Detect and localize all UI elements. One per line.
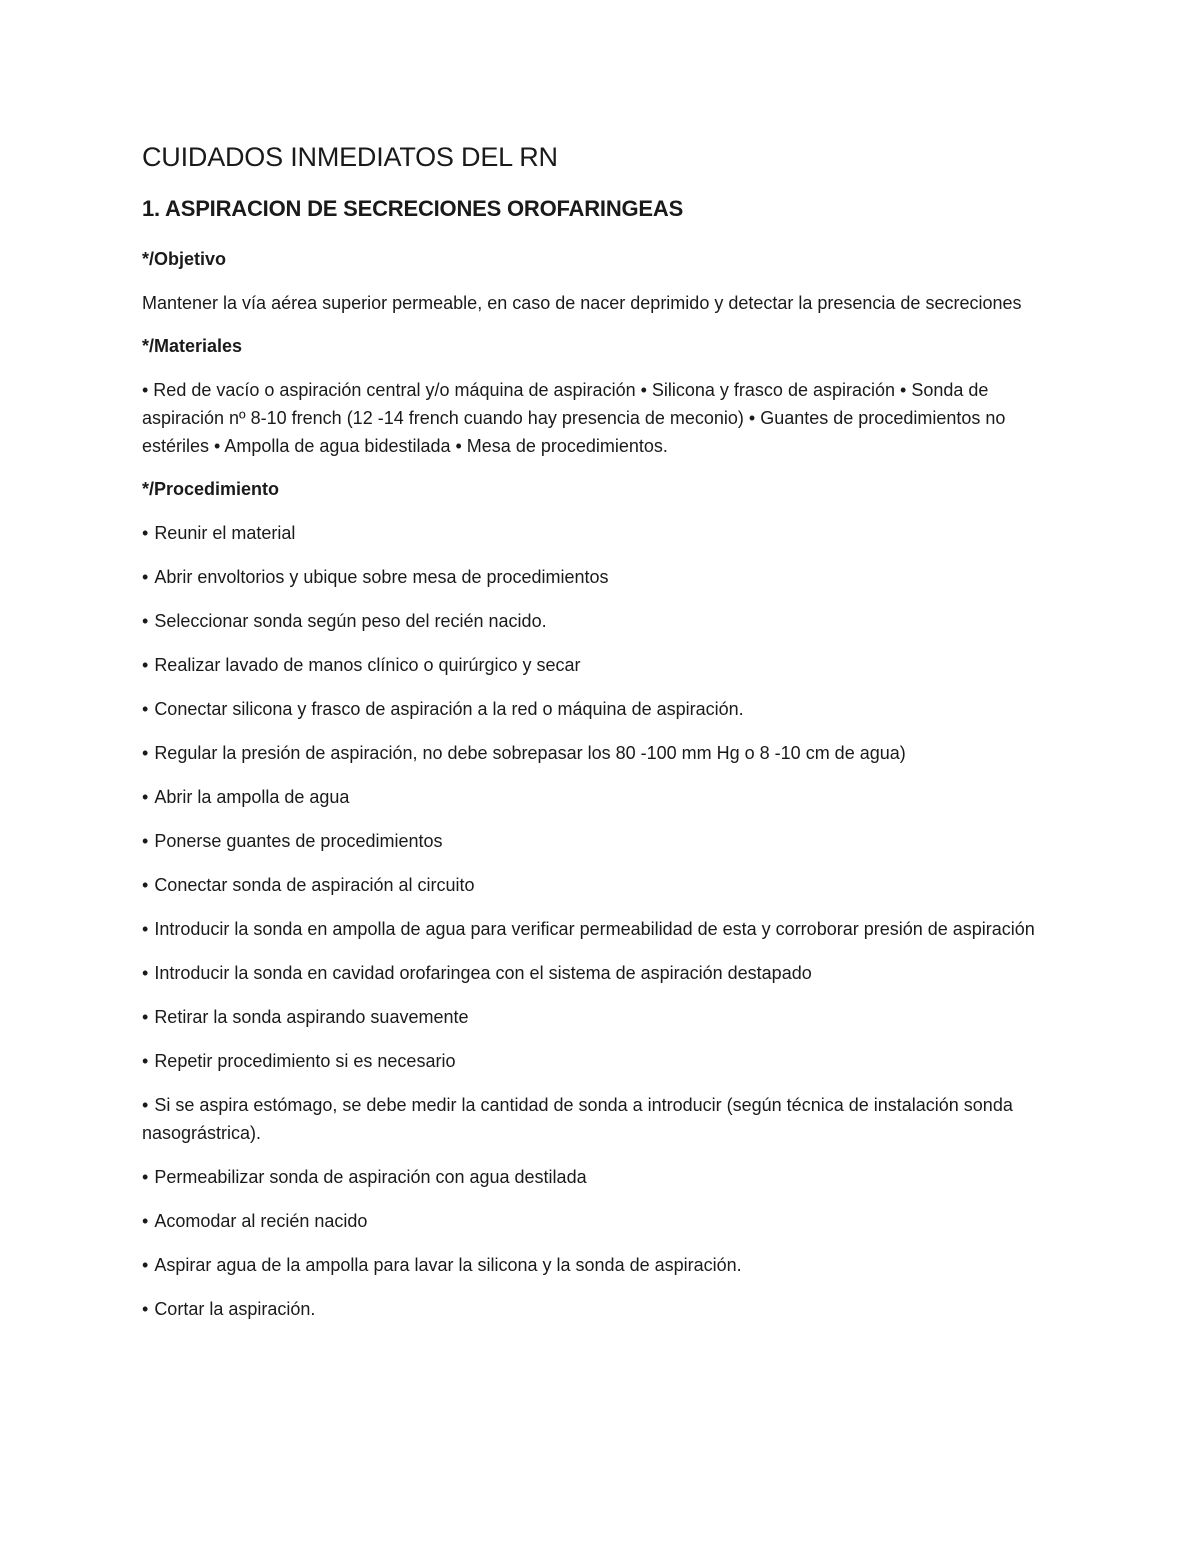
procedimiento-step-text: Cortar la aspiración. <box>154 1298 316 1319</box>
procedimiento-step <box>142 1163 1042 1191</box>
procedimiento-step-text: Reunir el material <box>154 522 296 543</box>
bullet-icon: • <box>142 1298 149 1319</box>
bullet-icon: • <box>142 1166 149 1187</box>
bullet-icon: • <box>142 1254 149 1275</box>
bullet-icon: • <box>142 522 149 543</box>
bullet-icon: • <box>142 610 149 631</box>
materiales-heading: */Materiales <box>142 335 243 356</box>
procedimiento-step-text: Acomodar al recién nacido <box>154 1210 368 1231</box>
procedimiento-step-text: Abrir envoltorios y ubique sobre mesa de procedimientos <box>154 566 609 587</box>
bullet-icon: • <box>142 1210 149 1231</box>
procedimiento-step <box>142 827 1042 855</box>
procedimiento-step <box>142 563 1042 591</box>
procedimiento-step-text: Introducir la sonda en cavidad orofaringea con el sistema de aspiración destapado <box>154 962 812 983</box>
procedimiento-step <box>142 871 1042 899</box>
procedimiento-step <box>142 1047 1042 1075</box>
procedimiento-step <box>142 695 1042 723</box>
procedimiento-heading: */Procedimiento <box>142 478 280 499</box>
procedimiento-step <box>142 1251 1042 1279</box>
bullet-icon: • <box>142 1094 149 1115</box>
bullet-icon: • <box>142 698 149 719</box>
procedimiento-step <box>142 783 1042 811</box>
procedimiento-step-text: Regular la presión de aspiración, no debe sobrepasar los 80 -100 mm Hg o 8 -10 cm de agua) <box>154 742 906 763</box>
procedimiento-step-text: Retirar la sonda aspirando suavemente <box>154 1006 469 1027</box>
procedimiento-step <box>142 1091 1042 1147</box>
procedimiento-step <box>142 519 1042 547</box>
bullet-icon: • <box>142 874 149 895</box>
procedimiento-step-text: Abrir la ampolla de agua <box>154 786 350 807</box>
procedimiento-step-text: Si se aspira estómago, se debe medir la cantidad de sonda a introducir (según técnica de instalación sonda nasográstrica). <box>142 1094 1013 1143</box>
procedimiento-step <box>142 651 1042 679</box>
bullet-icon: • <box>142 830 149 851</box>
procedimiento-step <box>142 915 1042 943</box>
procedimiento-step <box>142 1003 1042 1031</box>
procedimiento-step-text: Repetir procedimiento si es necesario <box>154 1050 456 1071</box>
objetivo-heading: */Objetivo <box>142 248 227 269</box>
procedimiento-step-text: Aspirar agua de la ampolla para lavar la silicona y la sonda de aspiración. <box>154 1254 742 1275</box>
bullet-icon: • <box>142 962 149 983</box>
bullet-icon: • <box>142 742 149 763</box>
bullet-icon: • <box>142 786 149 807</box>
bullet-icon: • <box>142 566 149 587</box>
procedimiento-step <box>142 959 1042 987</box>
document-page <box>142 140 1042 1339</box>
procedimiento-step <box>142 1295 1042 1323</box>
procedimiento-step-text: Realizar lavado de manos clínico o quirúrgico y secar <box>154 654 581 675</box>
procedimiento-step-text: Introducir la sonda en ampolla de agua para verificar permeabilidad de esta y corroborar presión de aspiración <box>154 918 1035 939</box>
procedimiento-step-text: Conectar sonda de aspiración al circuito <box>154 874 475 895</box>
procedimiento-step-text: Ponerse guantes de procedimientos <box>154 830 443 851</box>
procedimiento-step <box>142 739 1042 767</box>
section-heading: 1. ASPIRACION DE SECRECIONES OROFARINGEAS <box>142 196 684 222</box>
bullet-icon: • <box>142 918 149 939</box>
objetivo-text: Mantener la vía aérea superior permeable, en caso de nacer deprimido y detectar la presencia de secreciones <box>142 292 1022 313</box>
bullet-icon: • <box>142 654 149 675</box>
procedimiento-step <box>142 1207 1042 1235</box>
document-title: CUIDADOS INMEDIATOS DEL RN <box>142 142 558 172</box>
procedimiento-steps-list <box>142 519 1042 1323</box>
procedimiento-step <box>142 607 1042 635</box>
procedimiento-step-text: Permeabilizar sonda de aspiración con agua destilada <box>154 1166 587 1187</box>
bullet-icon: • <box>142 1050 149 1071</box>
materiales-text: • Red de vacío o aspiración central y/o máquina de aspiración • Silicona y frasco de aspiración • Sonda de aspiración nº 8-10 french (12 -14 french cuando hay presencia de meconio) • Guantes de procedimientos no estériles • Ampolla de agua bidestilada • Mesa de procedimientos. <box>142 379 1006 456</box>
procedimiento-step-text: Seleccionar sonda según peso del recién nacido. <box>154 610 547 631</box>
procedimiento-step-text: Conectar silicona y frasco de aspiración a la red o máquina de aspiración. <box>154 698 744 719</box>
bullet-icon: • <box>142 1006 149 1027</box>
